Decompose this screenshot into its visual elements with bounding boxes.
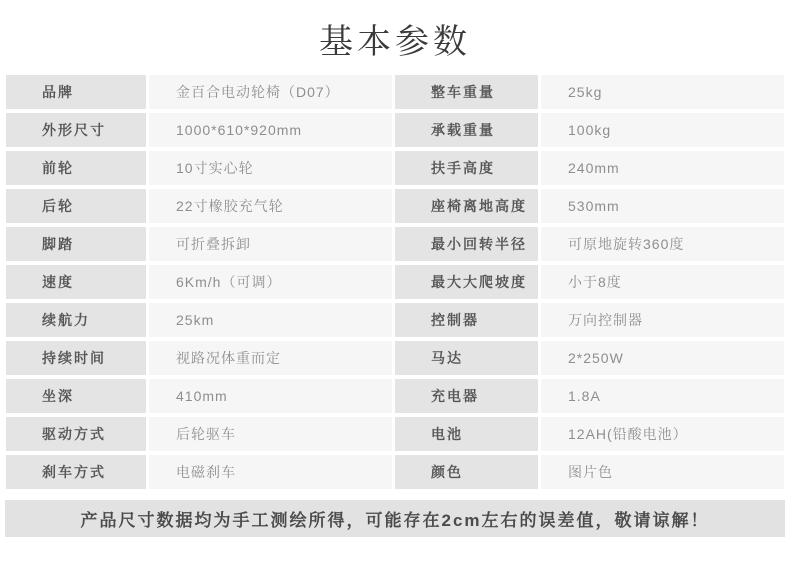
spec-label: 驱动方式 — [6, 417, 146, 451]
spec-value: 100kg — [541, 113, 784, 147]
spec-value: 25kg — [541, 75, 784, 109]
spec-label: 速度 — [6, 265, 146, 299]
spec-label: 前轮 — [6, 151, 146, 185]
spec-label: 颜色 — [395, 455, 538, 489]
spec-table — [6, 75, 784, 489]
spec-label: 整车重量 — [395, 75, 538, 109]
spec-label: 脚踏 — [6, 227, 146, 261]
spec-value: 视路况体重而定 — [149, 341, 392, 375]
spec-value: 22寸橡胶充气轮 — [149, 189, 392, 223]
disclaimer-banner: 产品尺寸数据均为手工测绘所得，可能存在2cm左右的误差值，敬请谅解！ — [5, 500, 785, 537]
spec-label: 座椅离地高度 — [395, 189, 538, 223]
spec-label: 刹车方式 — [6, 455, 146, 489]
spec-value: 25km — [149, 303, 392, 337]
spec-value: 530mm — [541, 189, 784, 223]
spec-value: 后轮驱车 — [149, 417, 392, 451]
spec-value: 图片色 — [541, 455, 784, 489]
spec-value: 410mm — [149, 379, 392, 413]
spec-value: 12AH(铅酸电池） — [541, 417, 784, 451]
spec-label: 控制器 — [395, 303, 538, 337]
spec-label: 承载重量 — [395, 113, 538, 147]
spec-value: 1000*610*920mm — [149, 113, 392, 147]
spec-label: 品牌 — [6, 75, 146, 109]
spec-value: 1.8A — [541, 379, 784, 413]
spec-value: 万向控制器 — [541, 303, 784, 337]
spec-label: 后轮 — [6, 189, 146, 223]
spec-label: 最大大爬坡度 — [395, 265, 538, 299]
spec-value: 2*250W — [541, 341, 784, 375]
spec-label: 续航力 — [6, 303, 146, 337]
spec-label: 坐深 — [6, 379, 146, 413]
spec-value: 6Km/h（可调） — [149, 265, 392, 299]
page-title: 基本参数 — [319, 23, 471, 61]
spec-value: 金百合电动轮椅（D07） — [149, 75, 392, 109]
spec-value: 可折叠拆卸 — [149, 227, 392, 261]
spec-value: 可原地旋转360度 — [541, 227, 784, 261]
spec-label: 外形尺寸 — [6, 113, 146, 147]
spec-label: 最小回转半径 — [395, 227, 538, 261]
spec-label: 扶手高度 — [395, 151, 538, 185]
spec-label: 充电器 — [395, 379, 538, 413]
spec-value: 电磁刹车 — [149, 455, 392, 489]
spec-label: 马达 — [395, 341, 538, 375]
spec-value: 240mm — [541, 151, 784, 185]
spec-value: 小于8度 — [541, 265, 784, 299]
spec-label: 电池 — [395, 417, 538, 451]
spec-value: 10寸实心轮 — [149, 151, 392, 185]
spec-label: 持续时间 — [6, 341, 146, 375]
